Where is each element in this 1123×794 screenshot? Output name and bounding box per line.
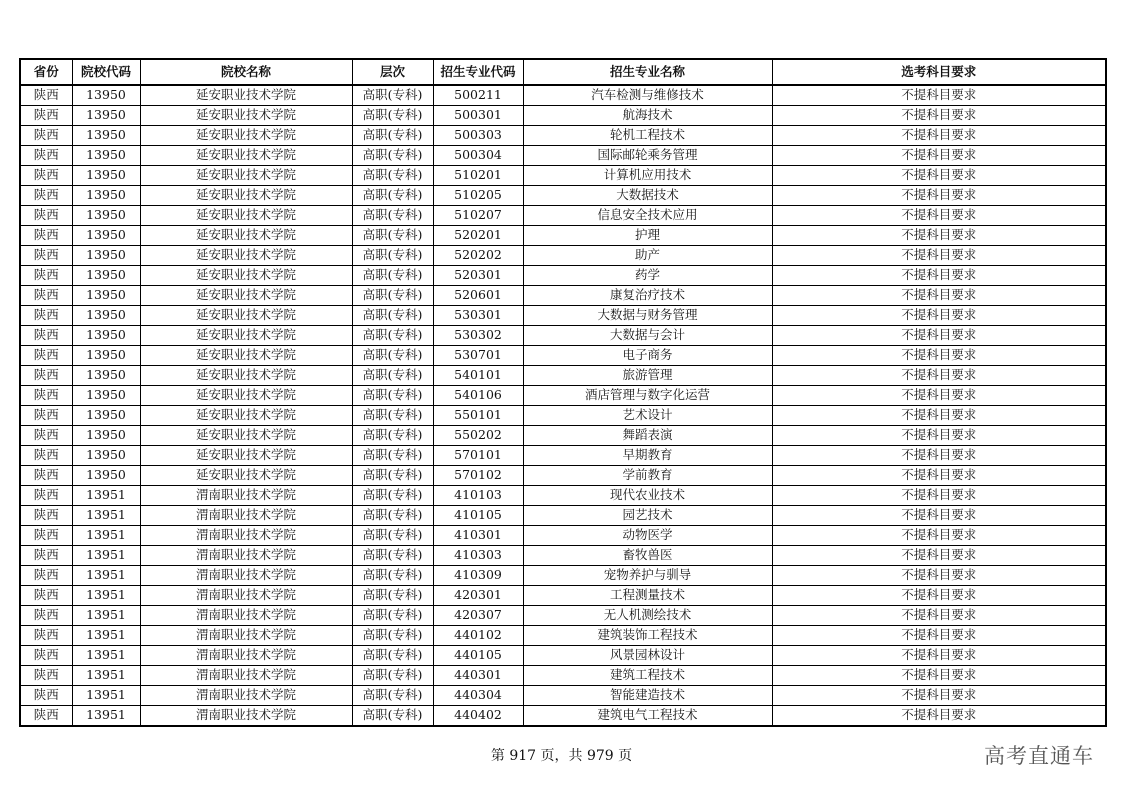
- cell-level: 高职(专科): [352, 126, 433, 146]
- watermark-text: 高考直通车: [984, 744, 1094, 768]
- cell-subject-requirement: 不提科目要求: [772, 406, 1106, 426]
- column-header-major-code: 招生专业代码: [433, 59, 523, 85]
- cell-major-code: 500303: [433, 126, 523, 146]
- cell-school-code: 13950: [72, 326, 140, 346]
- cell-subject-requirement: 不提科目要求: [772, 566, 1106, 586]
- cell-level: 高职(专科): [352, 506, 433, 526]
- column-header-major-name: 招生专业名称: [523, 59, 772, 85]
- cell-subject-requirement: 不提科目要求: [772, 85, 1106, 106]
- cell-subject-requirement: 不提科目要求: [772, 366, 1106, 386]
- cell-school-code: 13950: [72, 266, 140, 286]
- cell-level: 高职(专科): [352, 486, 433, 506]
- cell-level: 高职(专科): [352, 686, 433, 706]
- cell-level: 高职(专科): [352, 266, 433, 286]
- table-row: [20, 206, 1106, 226]
- cell-major-code: 520201: [433, 226, 523, 246]
- table-row: [20, 666, 1106, 686]
- cell-school-code: 13950: [72, 446, 140, 466]
- cell-level: 高职(专科): [352, 466, 433, 486]
- cell-major-name: 风景园林设计: [523, 646, 772, 666]
- cell-subject-requirement: 不提科目要求: [772, 486, 1106, 506]
- cell-major-code: 410309: [433, 566, 523, 586]
- cell-subject-requirement: 不提科目要求: [772, 526, 1106, 546]
- cell-subject-requirement: 不提科目要求: [772, 326, 1106, 346]
- table-header-row: [20, 59, 1106, 85]
- cell-school-name: 延安职业技术学院: [140, 466, 352, 486]
- cell-subject-requirement: 不提科目要求: [772, 306, 1106, 326]
- cell-province: 陕西: [20, 106, 72, 126]
- table-row: [20, 486, 1106, 506]
- cell-school-code: 13950: [72, 146, 140, 166]
- table-row: [20, 366, 1106, 386]
- cell-school-name: 渭南职业技术学院: [140, 486, 352, 506]
- cell-school-name: 渭南职业技术学院: [140, 666, 352, 686]
- table-row: [20, 546, 1106, 566]
- cell-province: 陕西: [20, 286, 72, 306]
- cell-province: 陕西: [20, 586, 72, 606]
- page-number: 第 917 页，共 979 页: [490, 748, 633, 764]
- cell-major-code: 410103: [433, 486, 523, 506]
- cell-level: 高职(专科): [352, 306, 433, 326]
- cell-school-name: 渭南职业技术学院: [140, 586, 352, 606]
- cell-subject-requirement: 不提科目要求: [772, 186, 1106, 206]
- cell-province: 陕西: [20, 306, 72, 326]
- cell-level: 高职(专科): [352, 586, 433, 606]
- cell-school-name: 渭南职业技术学院: [140, 526, 352, 546]
- cell-school-code: 13951: [72, 666, 140, 686]
- cell-major-code: 550101: [433, 406, 523, 426]
- table-row: [20, 186, 1106, 206]
- column-header-school-name: 院校名称: [140, 59, 352, 85]
- cell-major-name: 计算机应用技术: [523, 166, 772, 186]
- cell-major-name: 无人机测绘技术: [523, 606, 772, 626]
- cell-school-name: 延安职业技术学院: [140, 266, 352, 286]
- cell-major-name: 护理: [523, 226, 772, 246]
- cell-province: 陕西: [20, 526, 72, 546]
- table-row: [20, 566, 1106, 586]
- cell-major-name: 建筑电气工程技术: [523, 706, 772, 727]
- cell-school-code: 13950: [72, 386, 140, 406]
- cell-school-name: 渭南职业技术学院: [140, 646, 352, 666]
- cell-school-name: 延安职业技术学院: [140, 146, 352, 166]
- cell-subject-requirement: 不提科目要求: [772, 286, 1106, 306]
- cell-major-name: 学前教育: [523, 466, 772, 486]
- cell-province: 陕西: [20, 646, 72, 666]
- table-row: [20, 586, 1106, 606]
- table-row: [20, 686, 1106, 706]
- cell-province: 陕西: [20, 346, 72, 366]
- cell-province: 陕西: [20, 426, 72, 446]
- cell-subject-requirement: 不提科目要求: [772, 546, 1106, 566]
- cell-subject-requirement: 不提科目要求: [772, 606, 1106, 626]
- cell-major-code: 500211: [433, 85, 523, 106]
- cell-school-code: 13950: [72, 346, 140, 366]
- admission-table: [19, 58, 1107, 727]
- cell-major-name: 工程测量技术: [523, 586, 772, 606]
- cell-level: 高职(专科): [352, 526, 433, 546]
- cell-province: 陕西: [20, 386, 72, 406]
- cell-major-code: 440105: [433, 646, 523, 666]
- cell-school-name: 渭南职业技术学院: [140, 606, 352, 626]
- cell-subject-requirement: 不提科目要求: [772, 506, 1106, 526]
- cell-subject-requirement: 不提科目要求: [772, 106, 1106, 126]
- cell-school-code: 13951: [72, 706, 140, 727]
- cell-major-name: 宠物养护与驯导: [523, 566, 772, 586]
- cell-level: 高职(专科): [352, 206, 433, 226]
- cell-major-code: 530302: [433, 326, 523, 346]
- table-row: [20, 266, 1106, 286]
- cell-major-code: 410303: [433, 546, 523, 566]
- cell-province: 陕西: [20, 546, 72, 566]
- cell-school-name: 延安职业技术学院: [140, 286, 352, 306]
- table-row: [20, 306, 1106, 326]
- cell-level: 高职(专科): [352, 146, 433, 166]
- cell-level: 高职(专科): [352, 626, 433, 646]
- cell-level: 高职(专科): [352, 346, 433, 366]
- cell-major-name: 酒店管理与数字化运营: [523, 386, 772, 406]
- cell-level: 高职(专科): [352, 406, 433, 426]
- cell-subject-requirement: 不提科目要求: [772, 666, 1106, 686]
- cell-province: 陕西: [20, 126, 72, 146]
- cell-level: 高职(专科): [352, 186, 433, 206]
- cell-major-name: 国际邮轮乘务管理: [523, 146, 772, 166]
- cell-major-name: 旅游管理: [523, 366, 772, 386]
- table-row: [20, 146, 1106, 166]
- cell-school-name: 延安职业技术学院: [140, 85, 352, 106]
- cell-province: 陕西: [20, 146, 72, 166]
- cell-school-name: 延安职业技术学院: [140, 126, 352, 146]
- table-body: [20, 85, 1106, 726]
- cell-major-name: 建筑装饰工程技术: [523, 626, 772, 646]
- cell-level: 高职(专科): [352, 85, 433, 106]
- cell-province: 陕西: [20, 566, 72, 586]
- cell-province: 陕西: [20, 706, 72, 727]
- cell-major-name: 药学: [523, 266, 772, 286]
- cell-major-code: 540101: [433, 366, 523, 386]
- cell-subject-requirement: 不提科目要求: [772, 686, 1106, 706]
- cell-major-code: 520301: [433, 266, 523, 286]
- cell-school-code: 13951: [72, 506, 140, 526]
- cell-school-code: 13950: [72, 366, 140, 386]
- cell-major-name: 园艺技术: [523, 506, 772, 526]
- cell-level: 高职(专科): [352, 446, 433, 466]
- table-row: [20, 606, 1106, 626]
- cell-province: 陕西: [20, 626, 72, 646]
- cell-school-code: 13951: [72, 586, 140, 606]
- cell-school-code: 13950: [72, 426, 140, 446]
- cell-school-name: 延安职业技术学院: [140, 426, 352, 446]
- cell-school-code: 13951: [72, 686, 140, 706]
- cell-subject-requirement: 不提科目要求: [772, 626, 1106, 646]
- cell-subject-requirement: 不提科目要求: [772, 706, 1106, 727]
- cell-province: 陕西: [20, 266, 72, 286]
- cell-major-code: 540106: [433, 386, 523, 406]
- cell-level: 高职(专科): [352, 546, 433, 566]
- cell-province: 陕西: [20, 85, 72, 106]
- table-row: [20, 106, 1106, 126]
- cell-school-code: 13950: [72, 85, 140, 106]
- table-row: [20, 506, 1106, 526]
- cell-school-code: 13950: [72, 406, 140, 426]
- cell-major-name: 现代农业技术: [523, 486, 772, 506]
- cell-subject-requirement: 不提科目要求: [772, 206, 1106, 226]
- cell-major-code: 520601: [433, 286, 523, 306]
- cell-subject-requirement: 不提科目要求: [772, 126, 1106, 146]
- cell-school-code: 13951: [72, 486, 140, 506]
- cell-major-name: 康复治疗技术: [523, 286, 772, 306]
- table-row: [20, 466, 1106, 486]
- cell-major-name: 畜牧兽医: [523, 546, 772, 566]
- cell-major-code: 570101: [433, 446, 523, 466]
- cell-major-name: 艺术设计: [523, 406, 772, 426]
- table-row: [20, 126, 1106, 146]
- column-header-province: 省份: [20, 59, 72, 85]
- cell-province: 陕西: [20, 606, 72, 626]
- cell-school-name: 渭南职业技术学院: [140, 626, 352, 646]
- cell-level: 高职(专科): [352, 646, 433, 666]
- cell-school-name: 延安职业技术学院: [140, 246, 352, 266]
- cell-school-name: 渭南职业技术学院: [140, 506, 352, 526]
- cell-school-code: 13950: [72, 126, 140, 146]
- cell-subject-requirement: 不提科目要求: [772, 446, 1106, 466]
- cell-major-name: 电子商务: [523, 346, 772, 366]
- cell-major-code: 530701: [433, 346, 523, 366]
- cell-major-name: 智能建造技术: [523, 686, 772, 706]
- cell-school-code: 13950: [72, 246, 140, 266]
- cell-level: 高职(专科): [352, 426, 433, 446]
- cell-major-code: 520202: [433, 246, 523, 266]
- table-row: [20, 226, 1106, 246]
- cell-major-code: 440304: [433, 686, 523, 706]
- cell-level: 高职(专科): [352, 366, 433, 386]
- cell-school-code: 13951: [72, 526, 140, 546]
- table-row: [20, 406, 1106, 426]
- cell-major-code: 440102: [433, 626, 523, 646]
- cell-major-code: 440402: [433, 706, 523, 727]
- cell-subject-requirement: 不提科目要求: [772, 466, 1106, 486]
- cell-school-name: 延安职业技术学院: [140, 326, 352, 346]
- cell-level: 高职(专科): [352, 286, 433, 306]
- cell-school-name: 渭南职业技术学院: [140, 566, 352, 586]
- cell-level: 高职(专科): [352, 606, 433, 626]
- cell-major-code: 500304: [433, 146, 523, 166]
- cell-level: 高职(专科): [352, 666, 433, 686]
- cell-major-name: 大数据与财务管理: [523, 306, 772, 326]
- cell-subject-requirement: 不提科目要求: [772, 246, 1106, 266]
- cell-province: 陕西: [20, 226, 72, 246]
- cell-province: 陕西: [20, 206, 72, 226]
- cell-subject-requirement: 不提科目要求: [772, 586, 1106, 606]
- cell-school-code: 13950: [72, 286, 140, 306]
- cell-level: 高职(专科): [352, 326, 433, 346]
- cell-school-code: 13950: [72, 226, 140, 246]
- table-row: [20, 526, 1106, 546]
- table-row: [20, 386, 1106, 406]
- cell-subject-requirement: 不提科目要求: [772, 386, 1106, 406]
- cell-major-code: 510201: [433, 166, 523, 186]
- cell-school-name: 延安职业技术学院: [140, 446, 352, 466]
- table-row: [20, 85, 1106, 106]
- table-row: [20, 346, 1106, 366]
- cell-subject-requirement: 不提科目要求: [772, 346, 1106, 366]
- cell-school-code: 13951: [72, 646, 140, 666]
- cell-school-name: 延安职业技术学院: [140, 366, 352, 386]
- cell-major-name: 动物医学: [523, 526, 772, 546]
- cell-school-name: 延安职业技术学院: [140, 306, 352, 326]
- column-header-school-code: 院校代码: [72, 59, 140, 85]
- cell-school-code: 13951: [72, 546, 140, 566]
- cell-school-name: 延安职业技术学院: [140, 186, 352, 206]
- cell-major-code: 550202: [433, 426, 523, 446]
- cell-school-code: 13951: [72, 626, 140, 646]
- cell-school-name: 延安职业技术学院: [140, 226, 352, 246]
- cell-major-name: 大数据与会计: [523, 326, 772, 346]
- cell-school-code: 13950: [72, 306, 140, 326]
- table-row: [20, 446, 1106, 466]
- cell-level: 高职(专科): [352, 386, 433, 406]
- cell-major-code: 440301: [433, 666, 523, 686]
- cell-school-name: 延安职业技术学院: [140, 106, 352, 126]
- cell-major-name: 建筑工程技术: [523, 666, 772, 686]
- cell-province: 陕西: [20, 466, 72, 486]
- table-row: [20, 166, 1106, 186]
- cell-province: 陕西: [20, 666, 72, 686]
- cell-school-name: 渭南职业技术学院: [140, 706, 352, 727]
- cell-level: 高职(专科): [352, 166, 433, 186]
- cell-major-name: 航海技术: [523, 106, 772, 126]
- cell-level: 高职(专科): [352, 566, 433, 586]
- cell-major-name: 汽车检测与维修技术: [523, 85, 772, 106]
- cell-school-code: 13950: [72, 206, 140, 226]
- cell-major-code: 420301: [433, 586, 523, 606]
- cell-school-name: 延安职业技术学院: [140, 206, 352, 226]
- column-header-level: 层次: [352, 59, 433, 85]
- cell-major-code: 420307: [433, 606, 523, 626]
- table-row: [20, 646, 1106, 666]
- cell-major-name: 舞蹈表演: [523, 426, 772, 446]
- cell-subject-requirement: 不提科目要求: [772, 166, 1106, 186]
- cell-major-name: 轮机工程技术: [523, 126, 772, 146]
- cell-subject-requirement: 不提科目要求: [772, 146, 1106, 166]
- cell-subject-requirement: 不提科目要求: [772, 226, 1106, 246]
- cell-major-code: 570102: [433, 466, 523, 486]
- cell-province: 陕西: [20, 366, 72, 386]
- cell-school-code: 13950: [72, 186, 140, 206]
- cell-school-name: 渭南职业技术学院: [140, 546, 352, 566]
- cell-province: 陕西: [20, 246, 72, 266]
- column-header-subject-requirement: 选考科目要求: [772, 59, 1106, 85]
- cell-level: 高职(专科): [352, 226, 433, 246]
- cell-major-name: 大数据技术: [523, 186, 772, 206]
- cell-major-code: 510205: [433, 186, 523, 206]
- cell-major-code: 410105: [433, 506, 523, 526]
- cell-level: 高职(专科): [352, 106, 433, 126]
- cell-province: 陕西: [20, 406, 72, 426]
- cell-subject-requirement: 不提科目要求: [772, 266, 1106, 286]
- cell-province: 陕西: [20, 166, 72, 186]
- cell-major-code: 410301: [433, 526, 523, 546]
- cell-school-code: 13951: [72, 566, 140, 586]
- cell-major-name: 信息安全技术应用: [523, 206, 772, 226]
- cell-school-code: 13950: [72, 466, 140, 486]
- cell-school-code: 13950: [72, 166, 140, 186]
- cell-subject-requirement: 不提科目要求: [772, 646, 1106, 666]
- table-row: [20, 286, 1106, 306]
- cell-level: 高职(专科): [352, 246, 433, 266]
- cell-province: 陕西: [20, 326, 72, 346]
- cell-major-code: 500301: [433, 106, 523, 126]
- cell-school-name: 延安职业技术学院: [140, 166, 352, 186]
- cell-major-name: 助产: [523, 246, 772, 266]
- cell-school-code: 13950: [72, 106, 140, 126]
- cell-school-code: 13951: [72, 606, 140, 626]
- cell-school-name: 延安职业技术学院: [140, 406, 352, 426]
- cell-province: 陕西: [20, 186, 72, 206]
- cell-level: 高职(专科): [352, 706, 433, 727]
- cell-province: 陕西: [20, 446, 72, 466]
- cell-major-code: 510207: [433, 206, 523, 226]
- table-row: [20, 246, 1106, 266]
- cell-province: 陕西: [20, 486, 72, 506]
- cell-school-name: 延安职业技术学院: [140, 386, 352, 406]
- table-row: [20, 326, 1106, 346]
- cell-school-name: 渭南职业技术学院: [140, 686, 352, 706]
- table-row: [20, 626, 1106, 646]
- table-row: [20, 706, 1106, 727]
- cell-major-name: 早期教育: [523, 446, 772, 466]
- table-row: [20, 426, 1106, 446]
- cell-province: 陕西: [20, 506, 72, 526]
- cell-province: 陕西: [20, 686, 72, 706]
- cell-subject-requirement: 不提科目要求: [772, 426, 1106, 446]
- cell-school-name: 延安职业技术学院: [140, 346, 352, 366]
- cell-major-code: 530301: [433, 306, 523, 326]
